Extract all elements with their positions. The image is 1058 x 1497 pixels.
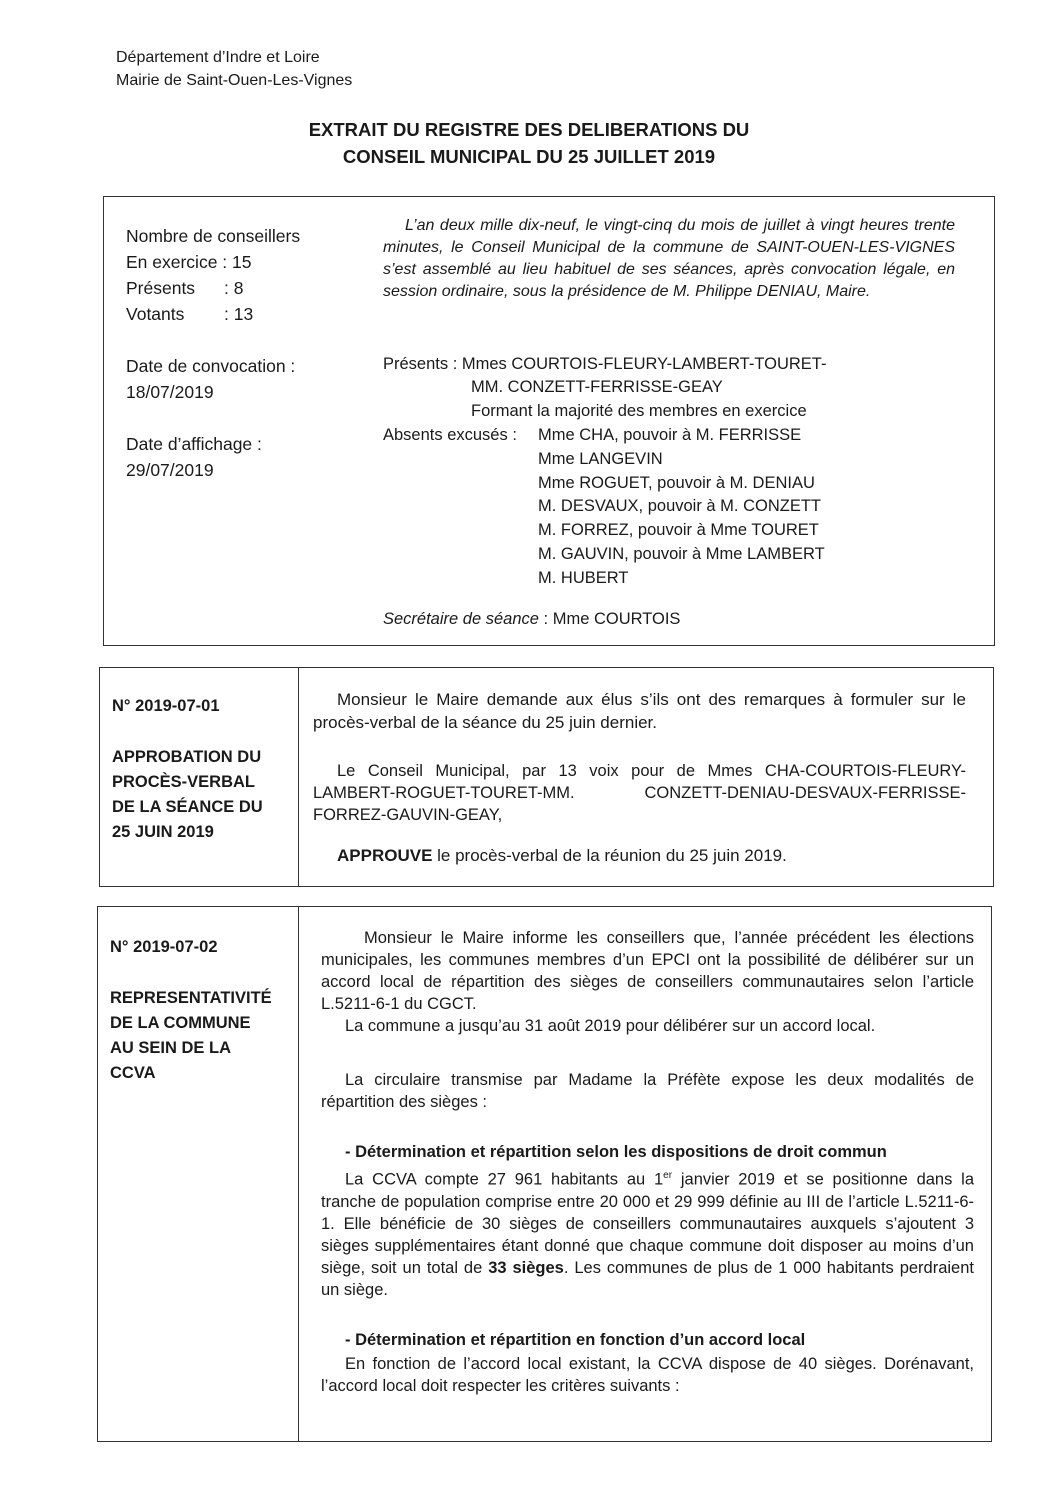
presents-line-2: MM. CONZETT-FERRISSE-GEAY: [471, 378, 723, 396]
seance-intro: L’an deux mille dix-neuf, le vingt-cinq du mois de juillet à vingt heures trente minutes, le Conseil Municipal de la commune de SAINT-OUEN-LES-VIGNES s’est assemblé au lieu habituel de ses séances, après convocation légale, en session ordinaire, sous la présidence de M. Philippe DENIAU, Maire.: [383, 217, 955, 300]
deliberation-2-title-line: REPRESENTATIVITÉ: [110, 989, 272, 1007]
en-exercice: En exercice : 15: [126, 252, 252, 272]
deliberation-2-title-line: AU SEIN DE LA: [110, 1039, 232, 1057]
nombre-conseillers-label: Nombre de conseillers: [126, 226, 301, 246]
column-divider: [298, 907, 299, 1441]
deliberation-1-title-line: 25 JUIN 2019: [112, 823, 214, 841]
deliberation-1-title-line: PROCÈS-VERBAL: [112, 773, 256, 791]
absent-item: M. GAUVIN, pouvoir à Mme LAMBERT: [538, 545, 825, 563]
deliberation-1-box: [99, 667, 994, 887]
deliberation-2-title-line: DE LA COMMUNE: [110, 1014, 251, 1032]
deliberation-2-box: [97, 906, 992, 1442]
presents-count: : 8: [224, 278, 244, 298]
convocation-date: 18/07/2019: [126, 382, 214, 402]
column-divider: [298, 668, 299, 886]
deliberation-2-para-1: Monsieur le Maire informe les conseillers que, l’année précédent les élections municipales, les communes membres d’un EPCI ont la possibilité de délibérer sur un accord local de répartition des sièges de conseillers communautaires selon l’article L.5211-6-1 du CGCT.: [321, 929, 974, 1013]
deliberation-2-title-line: CCVA: [110, 1064, 156, 1082]
absent-item: Mme CHA, pouvoir à M. FERRISSE: [538, 426, 802, 444]
presents-line: Présents : Mmes COURTOIS-FLEURY-LAMBERT-TOURET-: [383, 355, 827, 373]
sub1-text-b: janvier 2019 et se positionne dans la tranche de population comprise entre 20 000 et 29 999 définie au III de l’article L.5211-6-1. Elle bénéficie de 30 sièges de conseillers communautaires auxquels s’ajoutent 3 sièges supplémentaires étant donné que chaque commune doit disposer au moins d’un siège, soit un total de: [321, 1170, 975, 1277]
absent-item: M. FORREZ, pouvoir à Mme TOURET: [538, 521, 819, 539]
subsection-2-text: En fonction de l’accord local existant, la CCVA dispose de 40 sièges. Dorénavant, l’accord local doit respecter les critères suivants :: [321, 1355, 974, 1395]
mairie-name: Mairie de Saint-Ouen-Les-Vignes: [116, 72, 353, 89]
deliberation-2-para-3: La circulaire transmise par Madame la Préfète expose les deux modalités de répartition des sièges :: [321, 1071, 974, 1111]
department-name: Département d’Indre et Loire: [116, 49, 320, 66]
sub1-text-c: . Les communes de plus de 1 000 habitants perdraient un siège.: [321, 1258, 974, 1299]
absent-item: M. DESVAUX, pouvoir à M. CONZETT: [538, 497, 821, 515]
deliberation-1-approve: [337, 845, 957, 867]
votants-count: : 13: [224, 304, 254, 324]
secretaire-label: Secrétaire de séance: [383, 610, 539, 628]
deliberation-2-number: N° 2019-07-02: [110, 938, 218, 956]
affichage-label: Date d’affichage :: [126, 434, 262, 454]
secretaire-value: : Mme COURTOIS: [543, 610, 681, 628]
subsection-1-title: - Détermination et répartition selon les dispositions de droit commun: [345, 1143, 887, 1161]
deliberation-2-para-2: La commune a jusqu’au 31 août 2019 pour délibérer sur un accord local.: [345, 1017, 876, 1035]
presents-label: Présents: [126, 278, 196, 298]
deliberation-1-para-1: Monsieur le Maire demande aux élus s’ils ont des remarques à formuler sur le procès-verbal de la séance du 25 juin dernier.: [313, 690, 966, 732]
affichage-date: 29/07/2019: [126, 460, 214, 480]
deliberation-1-title-line: APPROBATION DU: [112, 748, 262, 766]
approve-keyword: APPROUVE: [337, 846, 433, 865]
sub1-superscript: er: [663, 1170, 673, 1181]
approve-text: le procès-verbal de la réunion du 25 juin 2019.: [432, 846, 787, 865]
summary-box: [103, 196, 995, 646]
deliberation-1-title-line: DE LA SÉANCE DU: [112, 798, 263, 816]
sub1-text-a: La CCVA compte 27 961 habitants au 1: [345, 1170, 664, 1189]
page-title-line1: EXTRAIT DU REGISTRE DES DELIBERATIONS DU: [308, 119, 750, 140]
absents-label: Absents excusés :: [383, 426, 517, 444]
sub1-bold-total: 33 sièges: [488, 1258, 564, 1277]
convocation-label: Date de convocation :: [126, 356, 296, 376]
absent-item: Mme LANGEVIN: [538, 450, 663, 468]
subsection-1-text: [321, 1165, 974, 1301]
deliberation-1-para-2: Le Conseil Municipal, par 13 voix pour de Mmes CHA-COURTOIS-FLEURY-LAMBERT-ROGUET-TOURET-MM. CONZETT-DENIAU-DESVAUX-FERRISSE-FORREZ-GAUVIN-GEAY,: [313, 762, 966, 824]
votants-label: Votants: [126, 304, 185, 324]
absent-item: M. HUBERT: [538, 569, 629, 587]
majorite-line: Formant la majorité des membres en exercice: [471, 402, 807, 420]
absent-item: Mme ROGUET, pouvoir à M. DENIAU: [538, 474, 815, 492]
secretaire-line: [383, 608, 680, 630]
subsection-2-title: - Détermination et répartition en fonction d’un accord local: [345, 1331, 806, 1349]
page-title-line2: CONSEIL MUNICIPAL DU 25 JUILLET 2019: [342, 146, 716, 167]
deliberation-1-number: N° 2019-07-01: [112, 697, 220, 715]
